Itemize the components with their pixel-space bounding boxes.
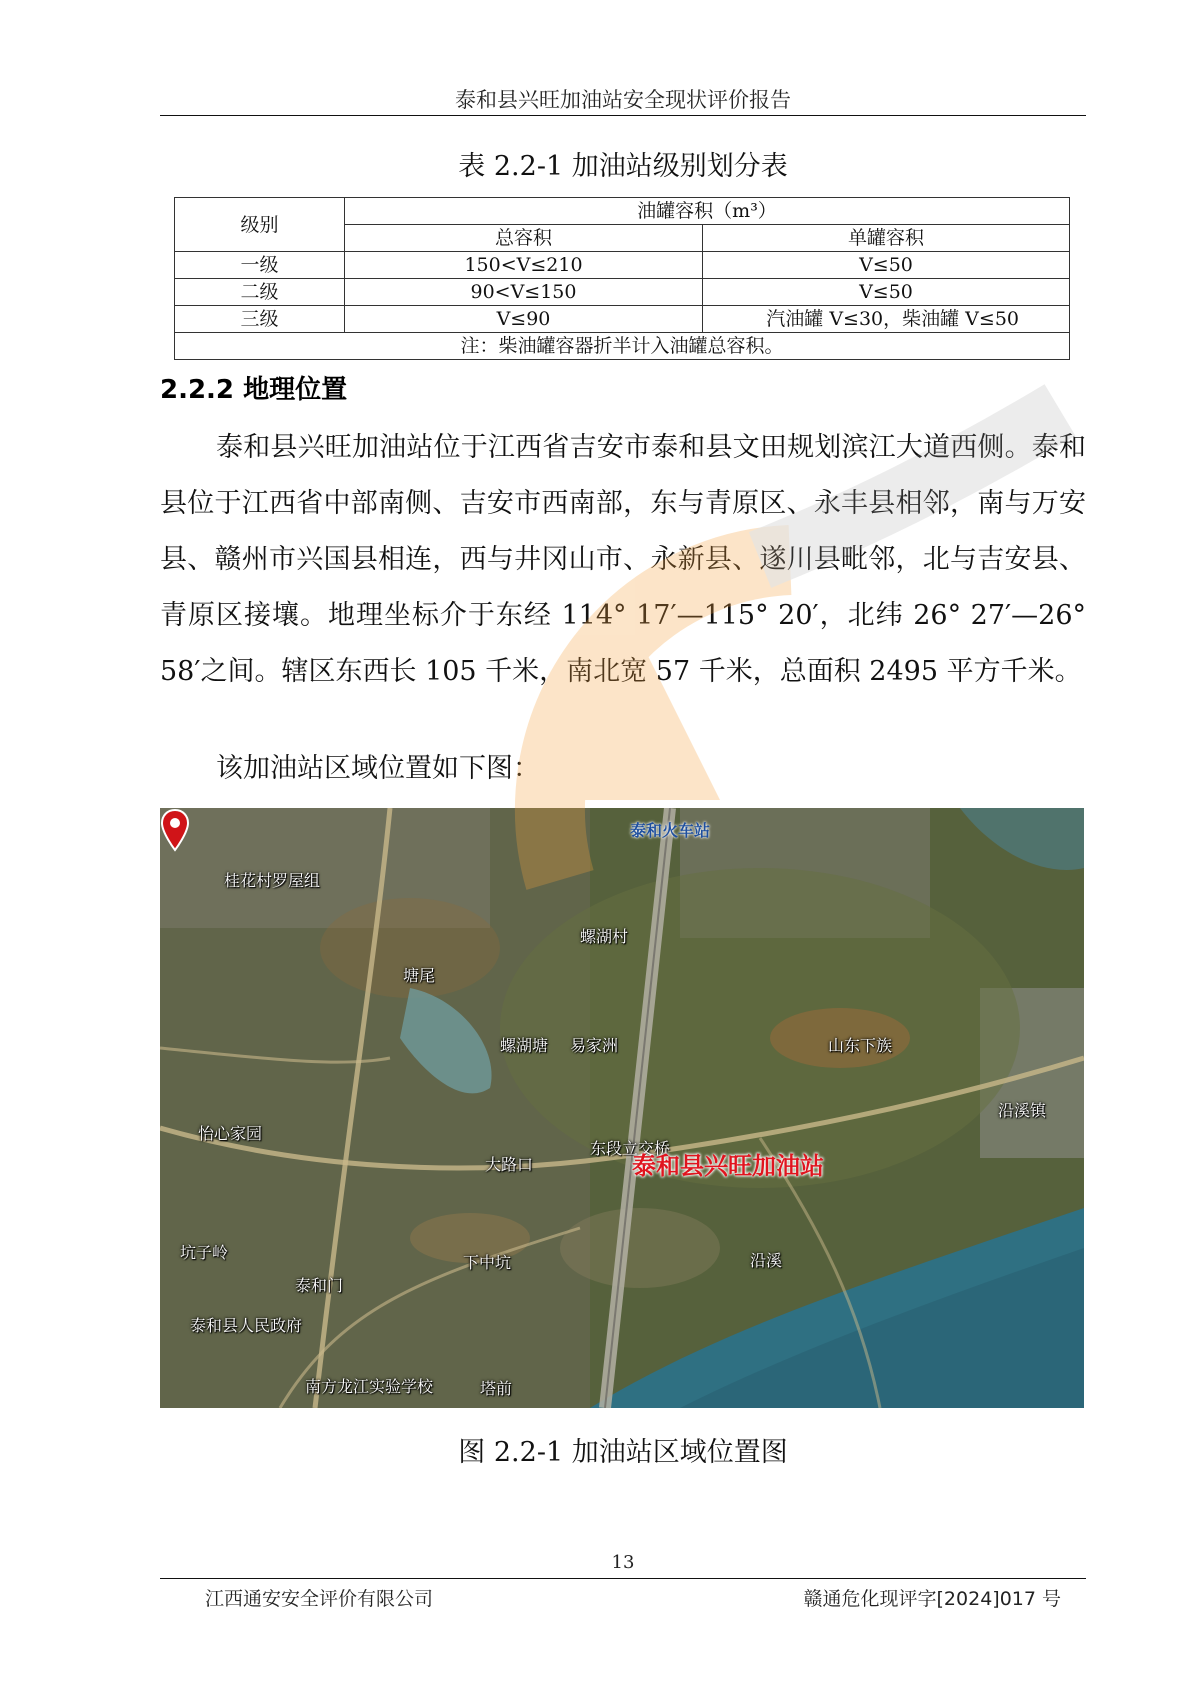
footer-company: 江西通安安全评价有限公司 [205,1588,434,1610]
single-tank-header: 单罐容积 [703,225,1070,252]
single-cell: 汽油罐 V≤30，柴油罐 V≤50 [703,306,1070,333]
map-label-guihua: 桂花村罗屋组 [224,871,321,890]
page-number: 13 [611,1552,635,1573]
grade-cell: 二级 [175,279,345,306]
table-header-row [175,198,1070,225]
body-paragraph: 泰和县兴旺加油站位于江西省吉安市泰和县文田规划滨江大道西侧。泰和县位于江西省中部南侧、吉安市西南部，东与青原区、永丰县相邻，南与万安县、赣州市兴国县相连，西与井冈山市、永新县、遂川县毗邻，北与吉安县、青原区接壤。地理坐标介于东经 114° 17′—115° 20′，北纬 26° 27′—26° 58′之间。辖区东西长 105 千米，南北宽 57 千米，总面积 2495 平方千米。 [160,432,1086,687]
map-label-taihemen: 泰和门 [295,1276,344,1295]
page-header-title: 泰和县兴旺加油站安全现状评价报告 [455,88,791,112]
satellite-map [160,808,1084,1408]
map-label-yixin: 怡心家园 [198,1124,263,1143]
single-cell: V≤50 [703,279,1070,306]
figure-intro: 该加油站区域位置如下图： [216,753,540,784]
map-label-train-station: 泰和火车站 [630,821,711,840]
map-label-xiazhongkeng: 下中坑 [463,1253,512,1272]
map-label-yanxi: 沿溪 [750,1251,783,1270]
table-row [175,306,1070,333]
total-cell: V≤90 [345,306,703,333]
total-cell: 150<V≤210 [345,252,703,279]
table-row [175,252,1070,279]
footer-doc-number: 赣通危化现评字[2024]017 号 [803,1588,1061,1610]
single-cell: V≤50 [703,252,1070,279]
map-label-luohu-village: 螺湖村 [580,927,629,946]
map-label-kengziling: 坑子岭 [180,1243,229,1262]
grade-cell: 一级 [175,252,345,279]
map-label-school: 南方龙江实验学校 [305,1377,434,1396]
table-row [175,279,1070,306]
volume-header: 油罐容积（m³） [345,198,1070,225]
map-label-tangwei: 塘尾 [403,966,436,985]
grade-cell: 三级 [175,306,345,333]
header-rule [160,115,1086,116]
map-label-interchange: 东段立交桥 [590,1139,671,1158]
table-note: 注：柴油罐容器折半计入油罐总容积。 [175,333,1070,360]
map-label-yijiazhou: 易家洲 [570,1036,619,1055]
map-label-yanxi-town: 沿溪镇 [998,1101,1047,1120]
map-label-station: 泰和县兴旺加油站 [632,1152,824,1180]
map-label-shandong-xiazu: 山东下族 [828,1036,893,1055]
table-note-row [175,333,1070,360]
total-volume-header: 总容积 [345,225,703,252]
grade-classification-table [174,197,1070,360]
table-caption: 表 2.2-1 加油站级别划分表 [458,151,788,182]
map-label-dalukou: 大路口 [485,1155,534,1174]
section-heading: 2.2.2 地理位置 [160,375,348,405]
map-label-luohutang: 螺湖塘 [500,1036,549,1055]
grade-header: 级别 [175,198,345,252]
total-cell: 90<V≤150 [345,279,703,306]
map-label-taqian: 塔前 [480,1379,513,1398]
footer-rule [160,1578,1086,1579]
map-label-gov: 泰和县人民政府 [190,1316,303,1335]
figure-caption: 图 2.2-1 加油站区域位置图 [458,1437,788,1468]
location-pin-icon [160,808,190,852]
